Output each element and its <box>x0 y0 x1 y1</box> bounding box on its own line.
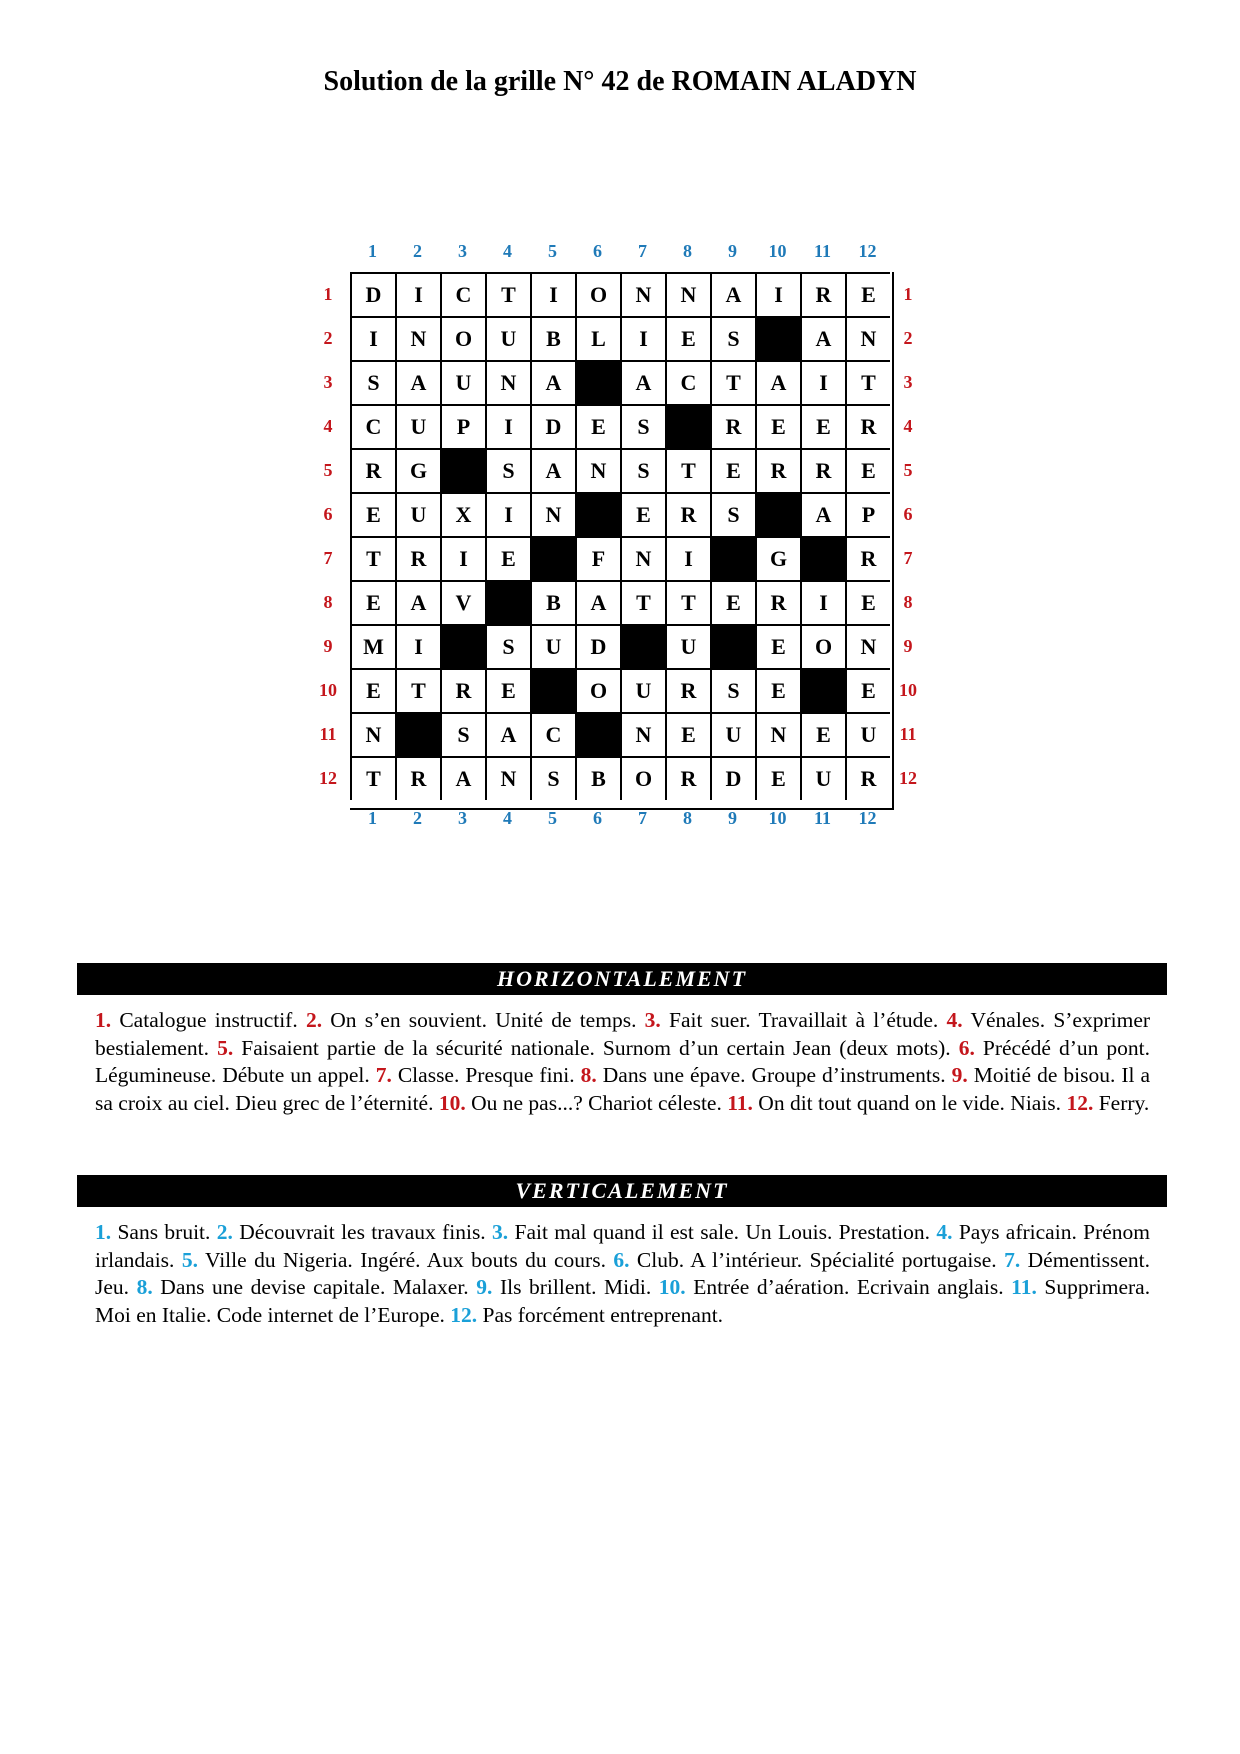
clue-number: 5. <box>217 1035 234 1060</box>
black-cell <box>800 536 845 580</box>
letter-cell: X <box>440 492 485 536</box>
letter-cell: E <box>665 712 710 756</box>
letter-cell: E <box>620 492 665 536</box>
column-number: 4 <box>503 241 512 261</box>
column-number: 11 <box>813 241 831 261</box>
letter-cell: I <box>665 536 710 580</box>
column-number: 10 <box>768 241 787 261</box>
letter-cell: E <box>845 668 890 712</box>
black-cell <box>710 624 755 668</box>
black-cell <box>620 624 665 668</box>
clue-text: Ou ne pas...? Chariot céleste. <box>471 1090 722 1115</box>
row-number: 3 <box>323 372 333 392</box>
letter-cell: S <box>620 448 665 492</box>
column-number: 7 <box>638 808 647 828</box>
letter-cell: C <box>530 712 575 756</box>
column-number: 6 <box>593 808 602 828</box>
letter-cell: T <box>485 272 530 316</box>
clue-text: Fait mal quand il est sale. Un Louis. Prestation. <box>514 1220 931 1244</box>
column-number: 7 <box>638 241 647 261</box>
vertical-clues <box>95 1219 1150 1329</box>
letter-cell: E <box>755 756 800 800</box>
letter-cell: C <box>665 360 710 404</box>
letter-cell: N <box>845 624 890 668</box>
letter-cell: E <box>485 668 530 712</box>
clue-text: Club. A l’intérieur. Spécialité portugaise. <box>636 1247 997 1272</box>
letter-cell: C <box>440 272 485 316</box>
letter-cell: B <box>530 580 575 624</box>
letter-cell: S <box>710 668 755 712</box>
column-number: 9 <box>728 241 737 261</box>
clue-text: On dit tout quand on le vide. Niais. <box>758 1090 1062 1115</box>
letter-cell: R <box>755 448 800 492</box>
clue-number: 4. <box>946 1008 963 1032</box>
letter-cell: S <box>350 360 395 404</box>
letter-cell: M <box>350 624 395 668</box>
letter-cell: U <box>665 624 710 668</box>
row-number: 1 <box>903 284 913 304</box>
letter-cell: D <box>350 272 395 316</box>
letter-cell: R <box>665 492 710 536</box>
letter-cell: A <box>620 360 665 404</box>
black-cell <box>575 360 620 404</box>
row-number: 2 <box>903 328 913 348</box>
column-number: 8 <box>683 808 692 828</box>
letter-cell: N <box>530 492 575 536</box>
row-number: 7 <box>323 548 333 568</box>
clue-text: Dans une devise capitale. Malaxer. <box>160 1275 469 1299</box>
letter-cell: E <box>575 404 620 448</box>
row-numbers-right <box>888 272 928 808</box>
column-number: 12 <box>858 241 877 261</box>
clue-text: Moitié de bisou. Il a sa croix au ciel. Dieu grec de l’éternité. <box>95 1063 1150 1115</box>
letter-cell: I <box>440 536 485 580</box>
letter-cell: R <box>845 404 890 448</box>
clue-text: Vénales. S’exprimer bestialement. <box>95 1008 1151 1060</box>
letter-cell: S <box>440 712 485 756</box>
black-cell <box>395 712 440 756</box>
column-number: 11 <box>813 808 831 828</box>
clue-text: Ville du Nigeria. Ingéré. Aux bouts du cours. <box>204 1247 606 1272</box>
letter-cell: T <box>710 360 755 404</box>
letter-cell: S <box>710 316 755 360</box>
column-number: 9 <box>728 808 737 828</box>
letter-cell: U <box>845 712 890 756</box>
clue-text: Dans une épave. Groupe d’instruments. <box>602 1063 946 1087</box>
letter-cell: V <box>440 580 485 624</box>
row-number: 12 <box>319 768 337 788</box>
letter-cell: N <box>665 272 710 316</box>
horizontal-heading: HORIZONTALEMENT <box>77 963 1167 995</box>
letter-cell: N <box>620 712 665 756</box>
column-numbers-bottom <box>350 808 894 832</box>
letter-cell: O <box>800 624 845 668</box>
row-number: 3 <box>903 372 913 392</box>
letter-cell: P <box>440 404 485 448</box>
letter-cell: I <box>755 272 800 316</box>
letter-cell: R <box>395 536 440 580</box>
row-number: 5 <box>903 460 913 480</box>
letter-cell: D <box>530 404 575 448</box>
letter-cell: B <box>575 756 620 800</box>
letter-cell: G <box>395 448 440 492</box>
letter-cell: N <box>845 316 890 360</box>
row-number: 8 <box>323 592 333 612</box>
black-cell <box>800 668 845 712</box>
letter-cell: E <box>800 404 845 448</box>
letter-cell: P <box>845 492 890 536</box>
black-cell <box>575 712 620 756</box>
letter-cell: A <box>575 580 620 624</box>
clue-number: 7. <box>1004 1247 1021 1272</box>
letter-cell: F <box>575 536 620 580</box>
black-cell <box>710 536 755 580</box>
letter-cell: I <box>800 360 845 404</box>
clue-text: On s’en souvient. Unité de temps. <box>330 1008 637 1032</box>
letter-cell: R <box>665 756 710 800</box>
clue-text: Entrée d’aération. Ecrivain anglais. <box>693 1275 1004 1299</box>
letter-cell: N <box>755 712 800 756</box>
clue-text: Découvrait les travaux finis. <box>239 1220 486 1244</box>
clue-number: 11. <box>1011 1275 1037 1299</box>
column-number: 4 <box>503 808 512 828</box>
letter-cell: E <box>485 536 530 580</box>
letter-cell: I <box>395 272 440 316</box>
letter-cell: O <box>575 272 620 316</box>
clue-number: 8. <box>580 1063 597 1087</box>
clue-number: 8. <box>136 1275 153 1299</box>
clue-number: 1. <box>95 1220 112 1244</box>
letter-cell: L <box>575 316 620 360</box>
letter-cell: T <box>620 580 665 624</box>
letter-cell: E <box>665 316 710 360</box>
black-cell <box>665 404 710 448</box>
clue-text: Supprimera. Moi en Italie. Code internet de l’Europe. <box>95 1275 1151 1327</box>
clue-text: Pas forcément entreprenant. <box>482 1302 724 1327</box>
letter-cell: E <box>845 580 890 624</box>
letter-cell: C <box>350 404 395 448</box>
letter-cell: E <box>350 580 395 624</box>
row-number: 7 <box>903 548 913 568</box>
row-number: 2 <box>323 328 333 348</box>
column-number: 6 <box>593 241 602 261</box>
black-cell <box>755 492 800 536</box>
column-number: 1 <box>368 808 377 828</box>
clue-text: Faisaient partie de la sécurité nationale. Surnom d’un certain Jean (deux mots). <box>241 1035 951 1060</box>
letter-cell: U <box>395 492 440 536</box>
row-number: 9 <box>903 636 913 656</box>
letter-cell: R <box>755 580 800 624</box>
letter-cell: R <box>800 448 845 492</box>
black-cell <box>575 492 620 536</box>
clue-number: 3. <box>492 1220 509 1244</box>
clue-number: 12. <box>1066 1090 1094 1115</box>
letter-cell: E <box>800 712 845 756</box>
clue-text: Sans bruit. <box>117 1220 211 1244</box>
column-number: 3 <box>458 808 467 828</box>
column-numbers-top <box>350 241 894 265</box>
row-number: 4 <box>323 416 333 436</box>
row-number: 1 <box>323 284 333 304</box>
letter-cell: T <box>845 360 890 404</box>
letter-cell: U <box>395 404 440 448</box>
letter-cell: S <box>485 448 530 492</box>
letter-cell: E <box>710 580 755 624</box>
letter-cell: T <box>350 756 395 800</box>
letter-cell: U <box>620 668 665 712</box>
letter-cell: I <box>395 624 440 668</box>
letter-cell: N <box>395 316 440 360</box>
clue-number: 7. <box>375 1063 392 1087</box>
letter-cell: E <box>755 624 800 668</box>
letter-cell: N <box>575 448 620 492</box>
clue-text: Précédé d’un pont. Légumineuse. Débute un appel. <box>95 1035 1151 1087</box>
clue-number: 9. <box>951 1063 968 1087</box>
clue-number: 9. <box>476 1275 493 1299</box>
letter-cell: A <box>800 492 845 536</box>
letter-cell: I <box>350 316 395 360</box>
clue-number: 10. <box>438 1090 466 1115</box>
letter-cell: R <box>845 536 890 580</box>
letter-cell: D <box>575 624 620 668</box>
letter-cell: N <box>350 712 395 756</box>
letter-cell: D <box>710 756 755 800</box>
letter-cell: E <box>755 668 800 712</box>
column-number: 8 <box>683 241 692 261</box>
letter-cell: N <box>485 360 530 404</box>
letter-cell: S <box>620 404 665 448</box>
clue-text: Démentissent. Jeu. <box>95 1247 1151 1299</box>
row-number: 9 <box>323 636 333 656</box>
clue-text: Pays africain. Prénom irlandais. <box>95 1220 1151 1272</box>
column-number: 1 <box>368 241 377 261</box>
letter-cell: N <box>485 756 530 800</box>
letter-cell: O <box>440 316 485 360</box>
letter-cell: A <box>395 360 440 404</box>
clue-number: 3. <box>644 1008 661 1032</box>
clue-text: Fait suer. Travaillait à l’étude. <box>669 1008 939 1032</box>
horizontal-clues <box>95 1007 1150 1117</box>
black-cell <box>530 668 575 712</box>
letter-cell: R <box>665 668 710 712</box>
letter-cell: O <box>575 668 620 712</box>
clue-number: 6. <box>613 1247 630 1272</box>
letter-cell: U <box>440 360 485 404</box>
row-number: 11 <box>319 724 337 744</box>
letter-cell: A <box>710 272 755 316</box>
row-number: 10 <box>899 680 917 700</box>
column-number: 12 <box>858 808 877 828</box>
clue-number: 2. <box>216 1220 233 1244</box>
letter-cell: A <box>485 712 530 756</box>
clue-text: Ils brillent. Midi. <box>499 1275 652 1299</box>
letter-cell: I <box>800 580 845 624</box>
letter-cell: R <box>710 404 755 448</box>
clue-text: Ferry. <box>1098 1090 1150 1115</box>
letter-cell: O <box>620 756 665 800</box>
letter-cell: T <box>350 536 395 580</box>
letter-cell: R <box>395 756 440 800</box>
row-number: 10 <box>319 680 337 700</box>
letter-cell: I <box>485 492 530 536</box>
letter-cell: N <box>620 272 665 316</box>
row-numbers-left <box>308 272 348 808</box>
letter-cell: B <box>530 316 575 360</box>
letter-cell: I <box>530 272 575 316</box>
column-number: 5 <box>548 808 557 828</box>
letter-cell: U <box>710 712 755 756</box>
letter-cell: U <box>485 316 530 360</box>
letter-cell: T <box>395 668 440 712</box>
clue-number: 4. <box>936 1220 953 1244</box>
letter-cell: A <box>395 580 440 624</box>
column-number: 2 <box>413 241 422 261</box>
black-cell <box>485 580 530 624</box>
letter-cell: T <box>665 580 710 624</box>
clue-number: 5. <box>181 1247 198 1272</box>
clue-number: 1. <box>95 1008 112 1032</box>
letter-cell: A <box>530 360 575 404</box>
row-number: 8 <box>903 592 913 612</box>
black-cell <box>440 448 485 492</box>
black-cell <box>755 316 800 360</box>
letter-cell: A <box>440 756 485 800</box>
vertical-heading: VERTICALEMENT <box>77 1175 1167 1207</box>
letter-cell: G <box>755 536 800 580</box>
letter-cell: S <box>485 624 530 668</box>
black-cell <box>530 536 575 580</box>
clue-text: Classe. Presque fini. <box>397 1063 575 1087</box>
column-number: 5 <box>548 241 557 261</box>
clue-text: Catalogue instructif. <box>119 1008 298 1032</box>
letter-cell: I <box>620 316 665 360</box>
clue-number: 10. <box>658 1275 686 1299</box>
letter-cell: U <box>530 624 575 668</box>
row-number: 12 <box>899 768 917 788</box>
letter-cell: A <box>755 360 800 404</box>
crossword-grid <box>350 272 894 810</box>
clue-number: 11. <box>727 1090 753 1115</box>
column-number: 3 <box>458 241 467 261</box>
letter-cell: R <box>350 448 395 492</box>
column-number: 10 <box>768 808 787 828</box>
row-number: 6 <box>323 504 333 524</box>
black-cell <box>440 624 485 668</box>
clue-number: 12. <box>450 1302 478 1327</box>
letter-cell: A <box>800 316 845 360</box>
letter-cell: E <box>845 448 890 492</box>
letter-cell: E <box>845 272 890 316</box>
row-number: 5 <box>323 460 333 480</box>
column-number: 2 <box>413 808 422 828</box>
letter-cell: R <box>800 272 845 316</box>
letter-cell: E <box>350 492 395 536</box>
letter-cell: I <box>485 404 530 448</box>
row-number: 4 <box>903 416 913 436</box>
letter-cell: U <box>800 756 845 800</box>
page-title: Solution de la grille N° 42 de ROMAIN ALADYN <box>323 66 917 97</box>
letter-cell: N <box>620 536 665 580</box>
letter-cell: R <box>845 756 890 800</box>
letter-cell: R <box>440 668 485 712</box>
letter-cell: A <box>530 448 575 492</box>
clue-number: 2. <box>305 1008 323 1032</box>
letter-cell: S <box>710 492 755 536</box>
letter-cell: S <box>530 756 575 800</box>
letter-cell: T <box>665 448 710 492</box>
clue-number: 6. <box>958 1035 975 1060</box>
row-number: 11 <box>899 724 917 744</box>
letter-cell: E <box>350 668 395 712</box>
letter-cell: E <box>710 448 755 492</box>
letter-cell: E <box>755 404 800 448</box>
row-number: 6 <box>903 504 913 524</box>
